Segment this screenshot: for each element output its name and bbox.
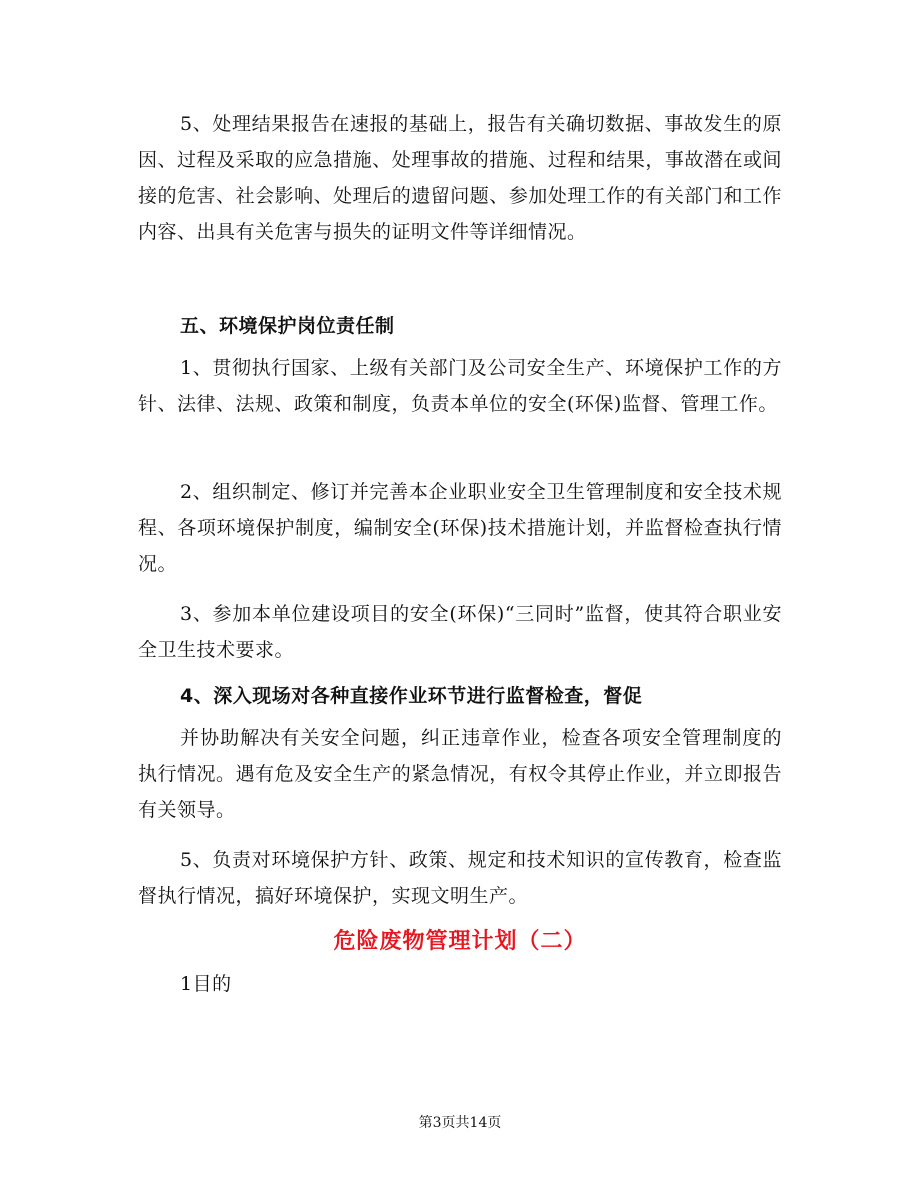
section-title-hazardous-waste-plan: 危险废物管理计划（二） (333, 929, 587, 954)
page-number-footer: 第3页共14页 (418, 1115, 502, 1131)
paragraph-duty-4-body: 并协助解决有关安全问题，纠正违章作业，检查各项安全管理制度的执行情况。遇有危及安全生产的紧急情况，有权令其停止作业，并立即报告有关领导。 (138, 727, 782, 821)
paragraph-duty-1: 1、贯彻执行国家、上级有关部门及公司安全生产、环境保护工作的方针、法律、法规、政策和制度，负责本单位的安全(环保)监督、管理工作。 (138, 357, 782, 415)
paragraph-duty-3: 3、参加本单位建设项目的安全(环保)“三同时”监督，使其符合职业安全卫生技术要求。 (138, 603, 782, 661)
paragraph-duty-2: 2、组织制定、修订并完善本企业职业安全卫生管理制度和安全技术规程、各项环境保护制度，编制安全(环保)技术措施计划，并监督检查执行情况。 (138, 481, 782, 575)
section-heading-environmental-responsibility: 五、环境保护岗位责任制 (180, 315, 395, 337)
paragraph-duty-4-lead: 4、深入现场对各种直接作业环节进行监督检查，督促 (180, 685, 643, 707)
paragraph-duty-5: 5、负责对环境保护方针、政策、规定和技术知识的宣传教育，检查监督执行情况，搞好环境保护，实现文明生产。 (138, 849, 782, 907)
paragraph-incident-report: 5、处理结果报告在速报的基础上，报告有关确切数据、事故发生的原因、过程及采取的应急措施、处理事故的措施、过程和结果，事故潜在或间接的危害、社会影响、处理后的遗留问题、参加处理工作的有关部门和工作内容、出具有关危害与损失的证明文件等详细情况。 (138, 113, 782, 243)
paragraph-purpose: 1目的 (180, 973, 232, 995)
